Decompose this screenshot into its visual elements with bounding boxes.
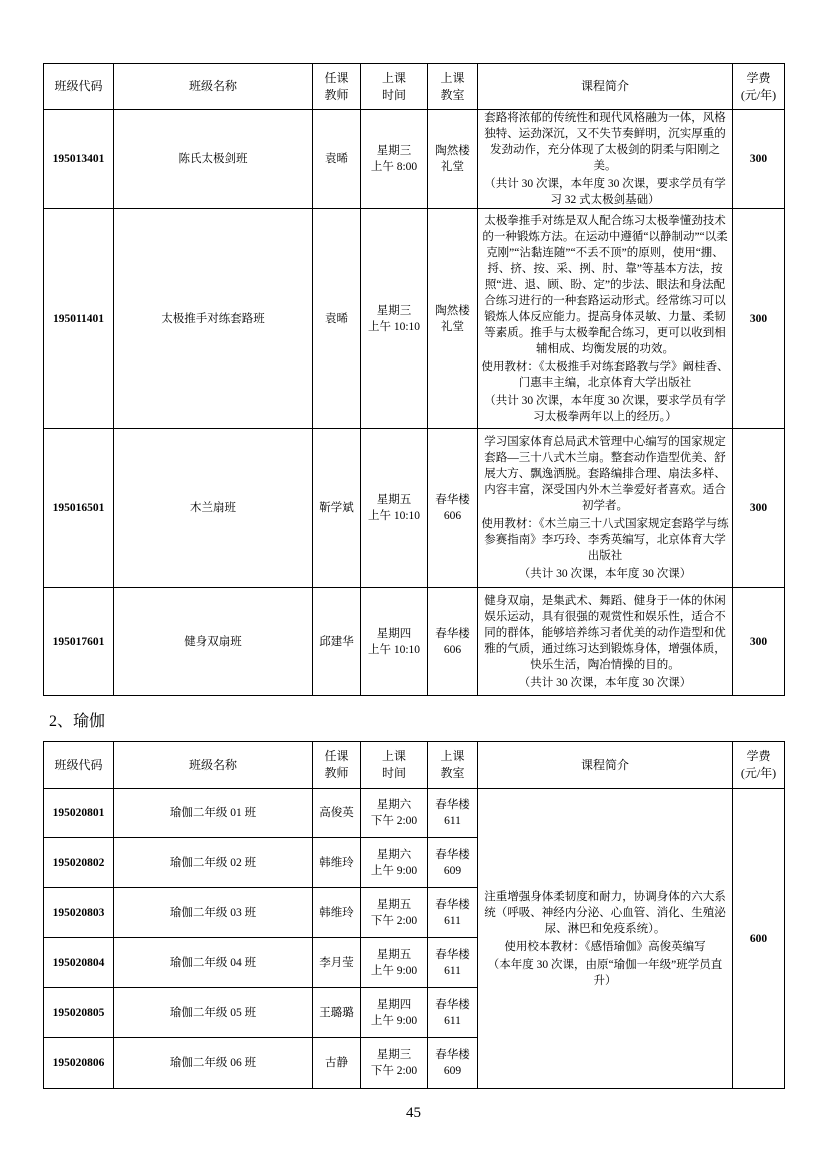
course-session-note: （本年度 30 次课，由原“瑜伽一年级”班学员直升） xyxy=(487,958,723,987)
header-room-line-2: 教室 xyxy=(440,766,465,780)
class-time xyxy=(361,110,428,209)
class-time xyxy=(361,429,428,588)
class-hour: 上午 10:10 xyxy=(367,510,421,522)
classroom-building: 春华楼 xyxy=(435,799,470,811)
class-day: 星期六 xyxy=(376,848,412,861)
header-room-line-1: 上课 xyxy=(440,70,465,85)
class-code: 195020803 xyxy=(44,888,114,938)
header-fee-line-1: 学费 xyxy=(746,70,771,85)
classroom-building: 春华楼 xyxy=(435,848,470,861)
class-name: 太极推手对练套路班 xyxy=(114,209,313,429)
class-hour: 上午 10:10 xyxy=(367,643,421,656)
classroom-room: 礼堂 xyxy=(441,161,464,173)
classroom xyxy=(428,429,478,588)
class-name: 木兰扇班 xyxy=(114,429,313,588)
classroom-room: 611 xyxy=(444,914,461,927)
classroom-building: 春华楼 xyxy=(435,494,470,506)
classroom-room: 611 xyxy=(444,815,461,827)
class-code: 195011401 xyxy=(44,209,114,429)
classroom xyxy=(428,938,478,988)
class-hour: 下午 2:00 xyxy=(370,914,418,927)
teacher-name: 古静 xyxy=(313,1038,361,1089)
header-fee-line-2: (元/年) xyxy=(740,766,777,780)
class-time xyxy=(361,789,428,838)
class-hour: 上午 9:00 xyxy=(370,964,418,977)
table-row xyxy=(44,429,785,588)
class-day: 星期三 xyxy=(376,145,412,157)
header-time-line-2: 时间 xyxy=(381,87,406,102)
class-name: 瑜伽二年级 03 班 xyxy=(114,888,313,938)
tuition-fee: 300 xyxy=(733,429,785,588)
class-name: 陈氏太极剑班 xyxy=(114,110,313,209)
class-name: 瑜伽二年级 04 班 xyxy=(114,938,313,988)
classroom-building: 春华楼 xyxy=(435,998,470,1011)
class-hour: 下午 2:00 xyxy=(370,815,418,827)
class-code: 195013401 xyxy=(44,110,114,209)
class-day: 星期四 xyxy=(376,998,412,1011)
class-code: 195020805 xyxy=(44,988,114,1038)
header-teacher xyxy=(313,64,361,110)
class-code: 195020804 xyxy=(44,938,114,988)
table-header-row xyxy=(44,742,785,789)
classroom-room: 礼堂 xyxy=(441,320,464,333)
tuition-fee: 300 xyxy=(733,209,785,429)
course-textbook: 使用校本教材：《感悟瑜伽》高俊英编写 xyxy=(504,940,706,953)
class-schedule-table-1 xyxy=(43,63,785,696)
table-row xyxy=(44,588,785,696)
class-day: 星期五 xyxy=(376,898,412,911)
classroom xyxy=(428,110,478,209)
course-intro xyxy=(478,209,733,429)
course-session-note: （共计 30 次课，本年度 30 次课） xyxy=(518,676,692,689)
table-row xyxy=(44,209,785,429)
teacher-name: 韩维玲 xyxy=(313,838,361,888)
header-teacher-line-2: 教师 xyxy=(324,87,349,102)
teacher-name: 靳学斌 xyxy=(313,429,361,588)
class-name: 瑜伽二年级 05 班 xyxy=(114,988,313,1038)
tuition-fee: 300 xyxy=(733,110,785,209)
course-intro xyxy=(478,789,733,1089)
section-heading: 2、瑜伽 xyxy=(49,713,106,730)
class-code: 195016501 xyxy=(44,429,114,588)
header-class-time xyxy=(361,742,428,789)
class-time xyxy=(361,888,428,938)
course-intro-paragraph: 学习国家体育总局武术管理中心编写的国家规定套路—三十八式木兰扇。整套动作造型优美、舒展大方、飘逸洒脱。套路编排合理、扇法多样、内容丰富，深受国内外木兰拳爱好者喜欢。适合初学者。 xyxy=(484,436,726,512)
classroom-room: 606 xyxy=(443,643,462,656)
class-code: 195020806 xyxy=(44,1038,114,1089)
course-intro-paragraph: 套路将浓郁的传统性和现代风格融为一体，风格独特、运劲深沉，又不失节奏鲜明，沉实厚重的发劲动作，充分体现了太极剑的阴柔与阳刚之美。 xyxy=(484,112,726,172)
classroom-building: 陶然楼 xyxy=(435,145,470,157)
course-session-note: （共计 30 次课，本年度 30 次课，要求学员有学习太极拳两年以上的经历。） xyxy=(484,394,726,423)
classroom-room: 611 xyxy=(444,964,461,977)
table-row xyxy=(44,789,785,838)
class-name: 健身双扇班 xyxy=(114,588,313,696)
table-row xyxy=(44,110,785,209)
teacher-name: 高俊英 xyxy=(313,789,361,838)
class-day: 星期三 xyxy=(376,1049,412,1061)
class-hour: 下午 2:00 xyxy=(370,1065,418,1077)
header-time-line-1: 上课 xyxy=(381,749,406,763)
header-time-line-2: 时间 xyxy=(381,766,406,780)
header-fee-line-1: 学费 xyxy=(746,749,771,763)
course-intro-paragraph: 太极拳推手对练是双人配合练习太极拳懂劲技术的一种锻炼方法。在运动中遵循“以静制动”“以柔克刚”“沾黏连随”“不丢不顶”的原则，使用“掤、捋、挤、按、采、挒、肘、靠”等基本方法，按照“进、退、顾、盼、定”的步法、眼法和身法配合练习进行的一种套路运动形式。经常练习可以锻炼人体反应能力。提高身体灵敏、力量、柔韧等素质。推手与太极拳配合练习，更可以收到相辅相成、均衡发展的功效。 xyxy=(482,214,728,355)
header-course-intro: 课程简介 xyxy=(478,742,733,789)
classroom-building: 春华楼 xyxy=(435,948,470,961)
class-day: 星期六 xyxy=(376,799,412,811)
class-time xyxy=(361,1038,428,1089)
course-textbook: 使用教材：《木兰扇三十八式国家规定套路学与练参赛指南》李巧玲、李秀英编写，北京体育大学出版社 xyxy=(481,518,729,562)
class-code: 195017601 xyxy=(44,588,114,696)
course-intro-paragraph: 注重增强身体柔韧度和耐力，协调身体的六大系统（呼吸、神经内分泌、心血管、消化、生殖泌尿、淋巴和免疫系统）。 xyxy=(484,890,726,935)
classroom-room: 609 xyxy=(443,864,462,877)
classroom-building: 春华楼 xyxy=(435,627,470,640)
header-class-name: 班级名称 xyxy=(114,64,313,110)
course-intro xyxy=(478,429,733,588)
class-day: 星期四 xyxy=(376,627,412,640)
class-code: 195020802 xyxy=(44,838,114,888)
header-teacher-line-2: 教师 xyxy=(324,766,349,780)
classroom-room: 611 xyxy=(444,1014,461,1027)
header-class-code: 班级代码 xyxy=(44,64,114,110)
course-intro xyxy=(478,588,733,696)
classroom xyxy=(428,588,478,696)
class-hour: 上午 9:00 xyxy=(370,1014,418,1027)
tuition-fee: 600 xyxy=(733,789,785,1089)
classroom-building: 陶然楼 xyxy=(435,304,470,317)
header-room-line-2: 教室 xyxy=(440,87,465,102)
class-time xyxy=(361,838,428,888)
classroom xyxy=(428,209,478,429)
class-time xyxy=(361,588,428,696)
teacher-name: 袁晞 xyxy=(313,110,361,209)
classroom xyxy=(428,1038,478,1089)
class-name: 瑜伽二年级 06 班 xyxy=(114,1038,313,1089)
course-textbook: 使用教材：《太极推手对练套路教与学》阚桂香、门惠丰主编，北京体育大学出版社 xyxy=(481,360,729,389)
class-hour: 上午 9:00 xyxy=(370,864,418,877)
header-tuition-fee xyxy=(733,64,785,110)
teacher-name: 李月莹 xyxy=(313,938,361,988)
header-room-line-1: 上课 xyxy=(440,749,465,763)
classroom-building: 春华楼 xyxy=(435,1049,470,1061)
classroom xyxy=(428,838,478,888)
class-name: 瑜伽二年级 02 班 xyxy=(114,838,313,888)
classroom xyxy=(428,888,478,938)
course-session-note: （共计 30 次课，本年度 30 次课） xyxy=(518,568,692,580)
header-teacher-line-1: 任课 xyxy=(324,70,349,85)
teacher-name: 王璐璐 xyxy=(313,988,361,1038)
class-day: 星期五 xyxy=(376,494,412,506)
class-day: 星期三 xyxy=(376,304,412,317)
header-tuition-fee xyxy=(733,742,785,789)
class-hour: 上午 8:00 xyxy=(370,161,418,173)
table-header-row xyxy=(44,64,785,110)
class-time xyxy=(361,988,428,1038)
teacher-name: 袁晞 xyxy=(313,209,361,429)
yoga-class-schedule-table xyxy=(43,741,785,1089)
class-hour: 上午 10:10 xyxy=(367,320,421,333)
class-code: 195020801 xyxy=(44,789,114,838)
header-classroom xyxy=(428,742,478,789)
classroom xyxy=(428,988,478,1038)
teacher-name: 邱建华 xyxy=(313,588,361,696)
course-session-note: （共计 30 次课，本年度 30 次课，要求学员有学习 32 式太极剑基础） xyxy=(484,178,726,206)
header-teacher xyxy=(313,742,361,789)
class-day: 星期五 xyxy=(376,948,412,961)
classroom xyxy=(428,789,478,838)
header-course-intro: 课程简介 xyxy=(478,64,733,110)
class-time xyxy=(361,209,428,429)
header-teacher-line-1: 任课 xyxy=(324,749,349,763)
class-name: 瑜伽二年级 01 班 xyxy=(114,789,313,838)
tuition-fee: 300 xyxy=(733,588,785,696)
header-class-name: 班级名称 xyxy=(114,742,313,789)
classroom-room: 606 xyxy=(443,510,462,522)
classroom-building: 春华楼 xyxy=(435,898,470,911)
header-fee-line-2: (元/年) xyxy=(740,87,777,102)
course-intro-paragraph: 健身双扇，是集武术、舞蹈、健身于一体的休闲娱乐运动，具有很强的观赏性和娱乐性，适合不同的群体，能够培养练习者优美的动作造型和优雅的气质，通过练习达到锻炼身体，增强体质，快乐生活，陶冶情操的目的。 xyxy=(484,594,726,671)
teacher-name: 韩维玲 xyxy=(313,888,361,938)
header-time-line-1: 上课 xyxy=(381,70,406,85)
class-time xyxy=(361,938,428,988)
header-class-time xyxy=(361,64,428,110)
header-class-code: 班级代码 xyxy=(44,742,114,789)
page-number: 45 xyxy=(406,1105,421,1121)
course-intro xyxy=(478,110,733,209)
classroom-room: 609 xyxy=(443,1065,462,1077)
header-classroom xyxy=(428,64,478,110)
